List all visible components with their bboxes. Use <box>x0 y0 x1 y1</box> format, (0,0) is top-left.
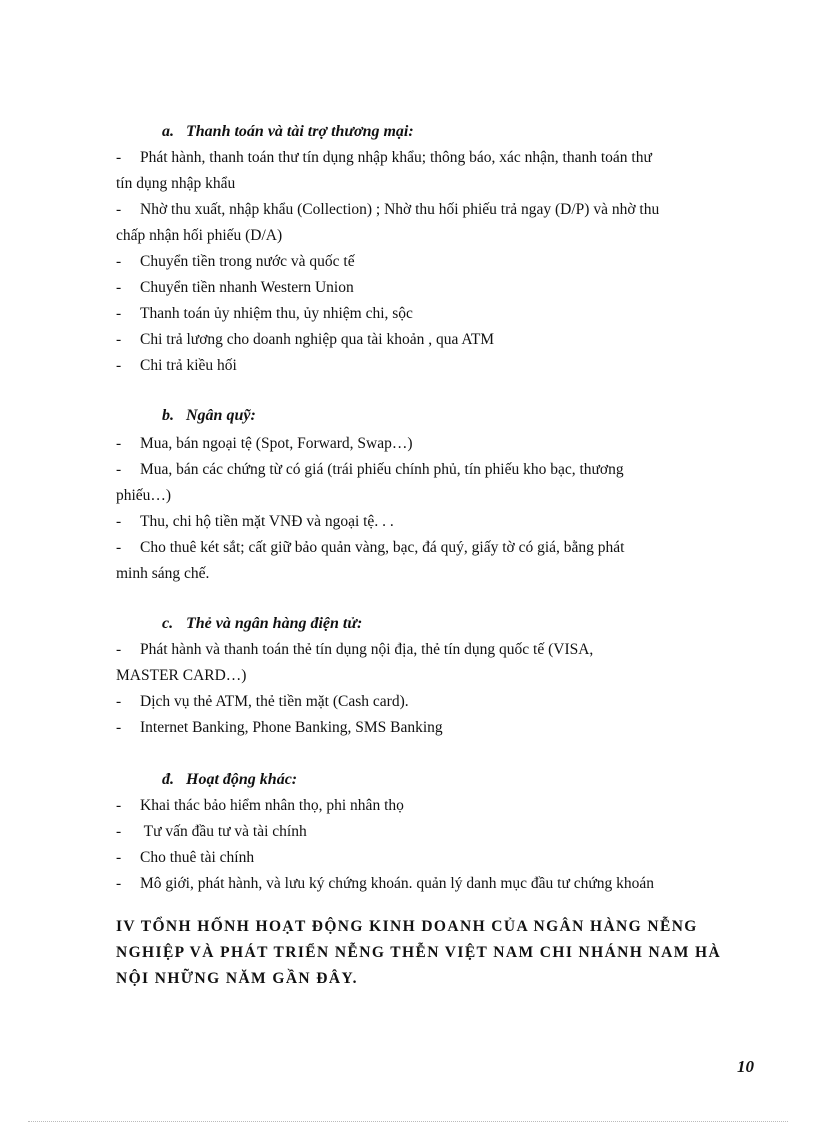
list-item <box>116 252 355 272</box>
heading-letter: c. <box>162 615 174 632</box>
heading-c <box>162 614 362 634</box>
list-item <box>116 278 354 298</box>
bullet-dash: - <box>116 823 122 840</box>
heading-letter: b. <box>162 407 174 424</box>
bullet-dash: - <box>116 253 122 270</box>
list-item-text: Tư vấn đầu tư và tài chính <box>140 823 307 840</box>
bullet-dash: - <box>116 513 122 530</box>
heading-a <box>162 122 414 142</box>
list-item <box>116 304 413 324</box>
list-item <box>116 848 254 868</box>
list-item <box>116 148 652 168</box>
bullet-dash: - <box>116 461 122 478</box>
list-item <box>116 666 246 686</box>
list-item-text: Thu, chi hộ tiền mặt VNĐ và ngoại tệ. . . <box>140 513 394 530</box>
bullet-dash: - <box>116 435 122 452</box>
list-item-text: Mua, bán các chứng từ có giá (trái phiếu chính phủ, tín phiếu kho bạc, thương <box>140 461 624 478</box>
list-item-text: MASTER CARD…) <box>116 667 247 684</box>
heading-letter: a. <box>162 123 174 140</box>
list-item <box>116 434 413 454</box>
list-item-text: Internet Banking, Phone Banking, SMS Banking <box>140 719 443 736</box>
bottom-rule <box>28 1121 788 1122</box>
heading-title: Ngân quỹ: <box>186 407 256 424</box>
list-item <box>116 226 282 246</box>
bullet-dash: - <box>116 719 122 736</box>
list-item <box>116 174 235 194</box>
list-item <box>116 200 659 220</box>
list-item-text: Nhờ thu xuất, nhập khẩu (Collection) ; Nhờ thu hối phiếu trả ngay (D/P) và nhờ thu <box>140 201 660 218</box>
bullet-dash: - <box>116 305 122 322</box>
list-item-text: Mô giới, phát hành, và lưu ký chứng khoán. quản lý danh mục đầu tư chứng khoán <box>140 875 655 892</box>
list-item <box>116 640 593 660</box>
heading-title: Thẻ và ngân hàng điện tử: <box>186 615 363 632</box>
bullet-dash: - <box>116 279 122 296</box>
list-item-text: minh sáng chế. <box>116 565 210 582</box>
section-title-line: IV TỔNH HỐNH HOẠT ĐỘNG KINH DOANH CỦA NGÂN HÀNG NỄNG <box>116 918 698 935</box>
bullet-dash: - <box>116 849 122 866</box>
list-item-text: Mua, bán ngoại tệ (Spot, Forward, Swap…) <box>140 435 413 452</box>
list-item <box>116 330 494 350</box>
list-item <box>116 512 394 532</box>
list-item <box>116 486 171 506</box>
bullet-dash: - <box>116 693 122 710</box>
page-number: 10 <box>737 1057 754 1076</box>
list-item-text: Khai thác bảo hiểm nhân thọ, phi nhân thọ <box>140 797 404 814</box>
list-item-text: Chi trả lương cho doanh nghiệp qua tài khoản , qua ATM <box>140 331 495 348</box>
bullet-dash: - <box>116 641 122 658</box>
heading-title: Hoạt động khác: <box>186 771 298 788</box>
list-item <box>116 356 237 376</box>
bullet-dash: - <box>116 331 122 348</box>
section-title <box>116 914 738 992</box>
list-item-text: Phát hành, thanh toán thư tín dụng nhập khẩu; thông báo, xác nhận, thanh toán thư <box>140 149 652 166</box>
list-item-text: Chi trả kiều hối <box>140 357 237 374</box>
bullet-dash: - <box>116 201 122 218</box>
section-title-line: NGHIỆP VÀ PHÁT TRIỂN NỄNG THỄN VIỆT NAM CHI NHÁNH NAM HÀ <box>116 944 722 961</box>
list-item-text: chấp nhận hối phiếu (D/A) <box>116 227 283 244</box>
list-item-text: Chuyển tiền nhanh Western Union <box>140 279 354 296</box>
list-item-text: Cho thuê két sắt; cất giữ bảo quản vàng, bạc, đá quý, giấy tờ có giá, bằng phát <box>140 539 625 556</box>
list-item <box>116 564 209 584</box>
list-item-text: phiếu…) <box>116 487 172 504</box>
bullet-dash: - <box>116 149 122 166</box>
list-item-text: Thanh toán ủy nhiệm thu, ủy nhiệm chi, sộc <box>140 305 413 322</box>
list-item-text: Chuyển tiền trong nước và quốc tế <box>140 253 355 270</box>
heading-title: Thanh toán và tài trợ thương mại: <box>186 123 414 140</box>
list-item <box>116 538 624 558</box>
heading-d <box>162 770 297 790</box>
list-item <box>116 692 409 712</box>
bullet-dash: - <box>116 875 122 892</box>
list-item <box>116 718 443 738</box>
list-item-text: Phát hành và thanh toán thẻ tín dụng nội địa, thẻ tín dụng quốc tế (VISA, <box>140 641 594 658</box>
list-item <box>116 874 654 894</box>
bullet-dash: - <box>116 539 122 556</box>
heading-b <box>162 406 256 426</box>
bullet-dash: - <box>116 797 122 814</box>
list-item <box>116 796 404 816</box>
list-item <box>116 460 624 480</box>
heading-letter: đ. <box>162 771 174 788</box>
list-item-text: Cho thuê tài chính <box>140 849 255 866</box>
list-item <box>116 822 307 842</box>
list-item-text: Dịch vụ thẻ ATM, thẻ tiền mặt (Cash card). <box>140 693 409 710</box>
bullet-dash: - <box>116 357 122 374</box>
section-title-line: NỘI NHỮNG NĂM GẦN ĐÂY. <box>116 970 358 987</box>
list-item-text: tín dụng nhập khẩu <box>116 175 236 192</box>
